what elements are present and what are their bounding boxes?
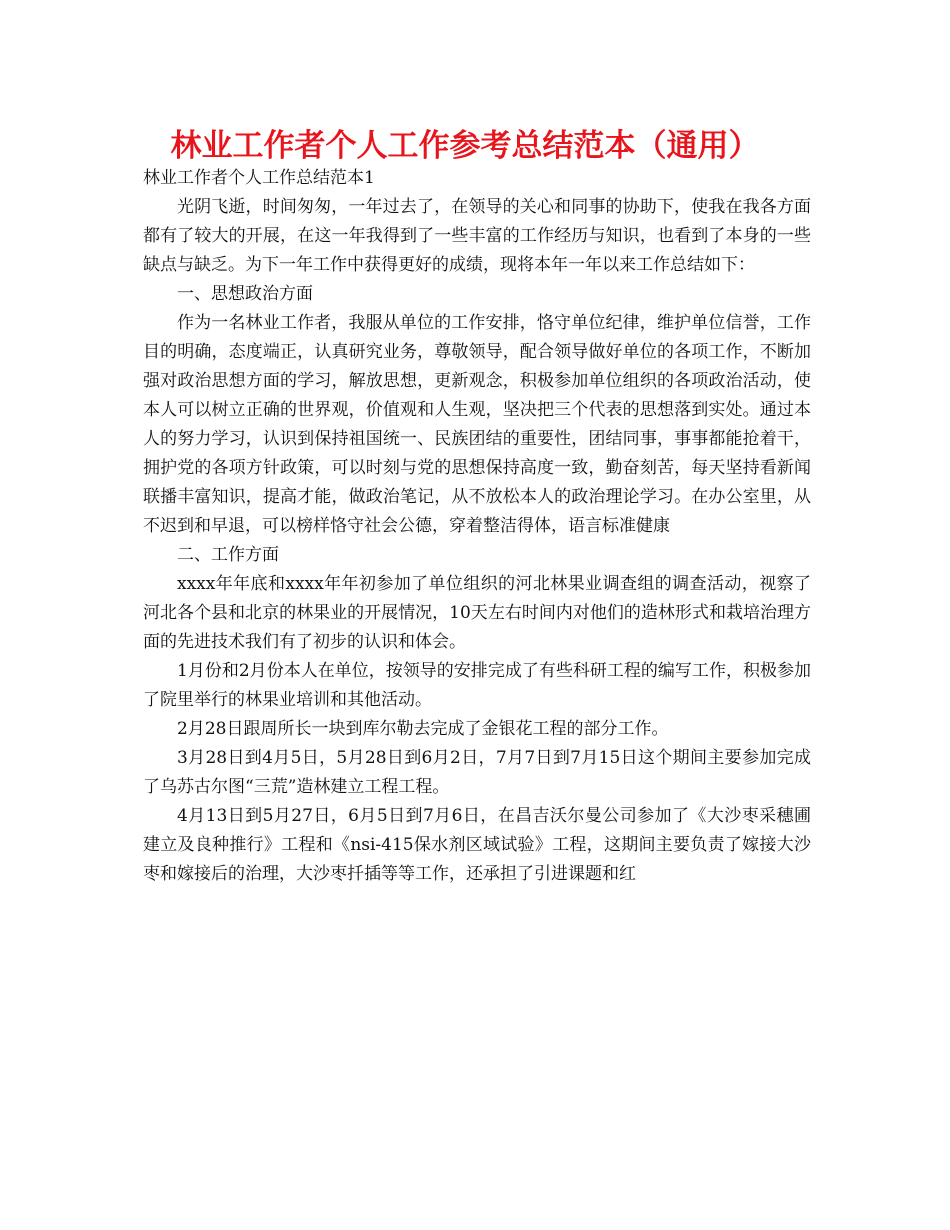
paragraph-intro: 光阴飞逝，时间匆匆，一年过去了，在领导的关心和同事的协助下，使我在我各方面都有了较大的开展，在这一年我得到了一些丰富的工作经历与知识，也看到了本身的一些缺点与缺乏。为下一年工作中获得更好的成绩，现将本年一年以来工作总结如下： [143, 197, 811, 275]
document-body [143, 164, 811, 889]
paragraph-work-apr-jul: 4月13日到5月27日，6月5日到7月6日，在昌吉沃尔曼公司参加了《大沙枣采穗圃建立及良种推行》工程和《nsi-415保水剂区域试验》工程，这期间主要负责了嫁接大沙枣和嫁接后的治理，大沙枣扦插等等工作，还承担了引进课题和红 [143, 806, 811, 884]
section-heading-politics: 一、思想政治方面 [177, 284, 313, 304]
section-heading-work: 二、工作方面 [177, 545, 279, 565]
paragraph-work-jan-feb: 1月份和2月份本人在单位，按领导的安排完成了有些科研工程的编写工作，积极参加了院里举行的林果业培训和其他活动。 [143, 661, 811, 710]
paragraph-work-survey: xxxx年年底和xxxx年年初参加了单位组织的河北林果业调查组的调查活动，视察了河北各个县和北京的林果业的开展情况，10天左右时间内对他们的造林形式和栽培治理方面的先进技术我们有了初步的认识和体会。 [143, 574, 811, 652]
paragraph-work-feb28: 2月28日跟周所长一块到库尔勒去完成了金银花工程的部分工作。 [177, 719, 669, 739]
paragraph-work-mar-jul: 3月28日到4月5日，5月28日到6月2日，7月7日到7月15日这个期间主要参加完成了乌苏古尔图“三荒”造林建立工程工程。 [143, 748, 811, 797]
document-title: 林业工作者个人工作参考总结范本（通用） [170, 128, 760, 164]
document-subtitle: 林业工作者个人工作总结范本1 [143, 168, 375, 188]
paragraph-politics: 作为一名林业工作者，我服从单位的工作安排，恪守单位纪律，维护单位信誉，工作目的明确，态度端正，认真研究业务，尊敬领导，配合领导做好单位的各项工作，不断加强对政治思想方面的学习，解放思想，更新观念，积极参加单位组织的各项政治活动，使本人可以树立正确的世界观，价值观和人生观，坚决把三个代表的思想落到实处。通过本人的努力学习，认识到保持祖国统一、民族团结的重要性，团结同事，事事都能抢着干，拥护党的各项方针政策，可以时刻与党的思想保持高度一致，勤奋刻苦，每天坚持看新闻联播丰富知识，提高才能，做政治笔记，从不放松本人的政治理论学习。在办公室里，从不迟到和早退，可以榜样恪守社会公德，穿着整洁得体，语言标准健康 [143, 313, 811, 536]
